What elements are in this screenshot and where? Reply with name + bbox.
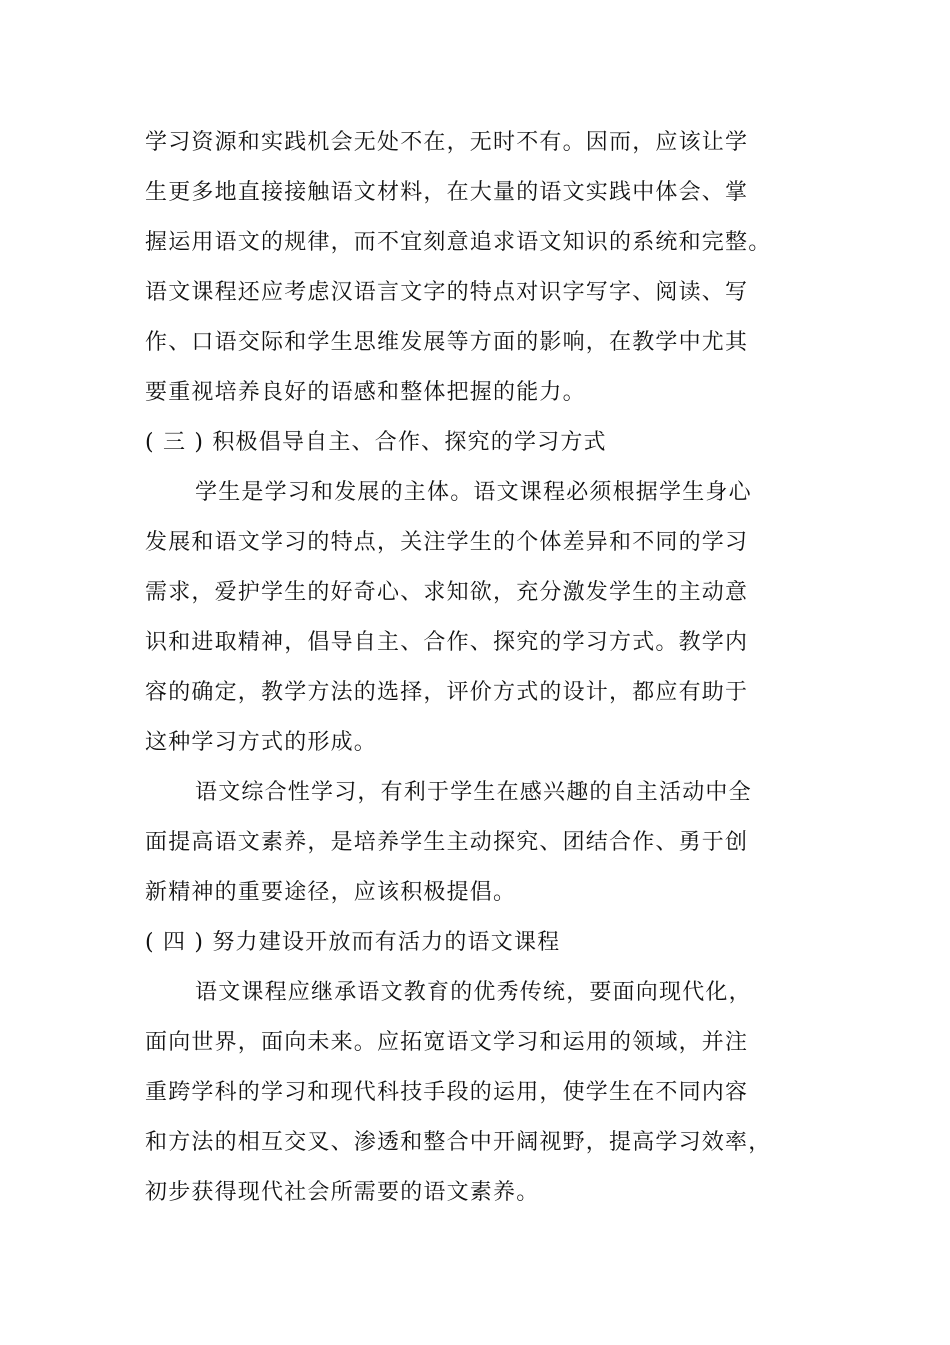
body-text-line: 发展和语文学习的特点，关注学生的个体差异和不同的学习 [145,530,749,555]
section-heading-3: ( 三 ) 积极倡导自主、合作、探究的学习方式 [145,430,607,455]
body-text-line: 和方法的相互交叉、渗透和整合中开阔视野，提高学习效率， [145,1130,772,1155]
body-text-line: 学习资源和实践机会无处不在，无时不有。因而，应该让学 [145,130,749,155]
paragraph-first-line: 语文课程应继承语文教育的优秀传统，要面向现代化， [195,980,752,1005]
body-text-line: 初步获得现代社会所需要的语文素养。 [145,1180,540,1205]
body-text-line: 作、口语交际和学生思维发展等方面的影响，在教学中尤其 [145,330,749,355]
body-text-line: 语文课程还应考虑汉语言文字的特点对识字写字、阅读、写 [145,280,749,305]
body-text-line: 新精神的重要途径，应该积极提倡。 [145,880,517,905]
body-text-line: 识和进取精神，倡导自主、合作、探究的学习方式。教学内 [145,630,749,655]
body-text-line: 需求，爱护学生的好奇心、求知欲，充分激发学生的主动意 [145,580,749,605]
section-heading-4: ( 四 ) 努力建设开放而有活力的语文课程 [145,930,561,955]
body-text-line: 握运用语文的规律，而不宜刻意追求语文知识的系统和完整。 [145,230,772,255]
paragraph-first-line: 学生是学习和发展的主体。语文课程必须根据学生身心 [195,480,752,505]
body-text-line: 要重视培养良好的语感和整体把握的能力。 [145,380,586,405]
paragraph-first-line: 语文综合性学习，有利于学生在感兴趣的自主活动中全 [195,780,752,805]
body-text-line: 面提高语文素养，是培养学生主动探究、团结合作、勇于创 [145,830,749,855]
body-text-line: 这种学习方式的形成。 [145,730,378,755]
body-text-line: 容的确定，教学方法的选择，评价方式的设计，都应有助于 [145,680,749,705]
body-text-line: 重跨学科的学习和现代科技手段的运用，使学生在不同内容 [145,1080,749,1105]
body-text-line: 面向世界，面向未来。应拓宽语文学习和运用的领域，并注 [145,1030,749,1055]
body-text-line: 生更多地直接接触语文材料，在大量的语文实践中体会、掌 [145,180,749,205]
